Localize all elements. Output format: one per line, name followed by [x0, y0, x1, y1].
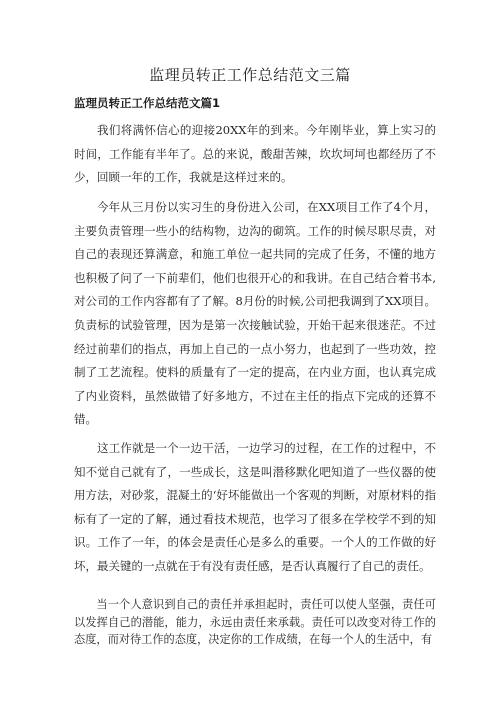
document-title: 监理员转正工作总结范文三篇: [149, 66, 351, 84]
paragraph-3: [74, 437, 436, 579]
paragraph-text: 当一个人意识到自己的责任并承担起时，责任可以使人坚强，责任可以发挥自己的潜能，能力，永远由责任来承载。责任可以改变对待工作的态度，而对待工作的态度，决定你的工作成绩，在每一个人的生活中，有: [74, 598, 436, 646]
paragraph-4: [74, 596, 436, 649]
paragraph-text: 我们将满怀信心的迎接20XX年的到来。今年刚毕业，算上实习的时间，工作能有半年了。总的来说，酸甜苦辣，坎坎坷坷也都经历了不少，回顾一年的工作，我就是这样过来的。: [74, 123, 436, 185]
paragraph-text: 这工作就是一个一边干活，一边学习的过程，在工作的过程中，不知不觉自己就有了，一些成长，这是叫潜移默化吧知道了一些仪器的使用方法，对砂浆，混凝土的‘好坏能做出一个客观的判断，对原材料的指标有了一定的了解，通过看技术规范，也学习了很多在学校学不到的知识。工作了一年，的体会是责任心是多么的重要。一个人的工作做的好坏，最关键的一点就在于有没有责任感，是否认真履行了自己的责任。: [74, 441, 436, 573]
paragraph-2: [74, 196, 436, 432]
paragraph-1: [74, 119, 436, 190]
paragraph-text: 今年从三月份以实习生的身份进入公司，在XX项目工作了4个月，主要负责管理一些小的结构物，边沟的砌筑。工作的时候尽职尽责，对自己的表现还算满意，和施工单位一起共同的完成了任务，不懂的地方也积极了问了一下前辈们，他们也很开心的和我讲。在自己结合着书本,对公司的工作内容都有了了解。8月份的时候,公司把我调到了XX项目。负责标的试验管理，因为是第一次接触试验，开始干起来很迷茫。不过经过前辈们的指点，再加上自己的一点小努力，也起到了一些功效，控制了工艺流程。使料的质量有了一定的提高，在内业方面，也认真完成了内业资料，虽然做错了好多地方，不过在主任的指点下完成的还算不错。: [74, 200, 436, 427]
section-heading: 监理员转正工作总结范文篇1: [74, 96, 221, 110]
